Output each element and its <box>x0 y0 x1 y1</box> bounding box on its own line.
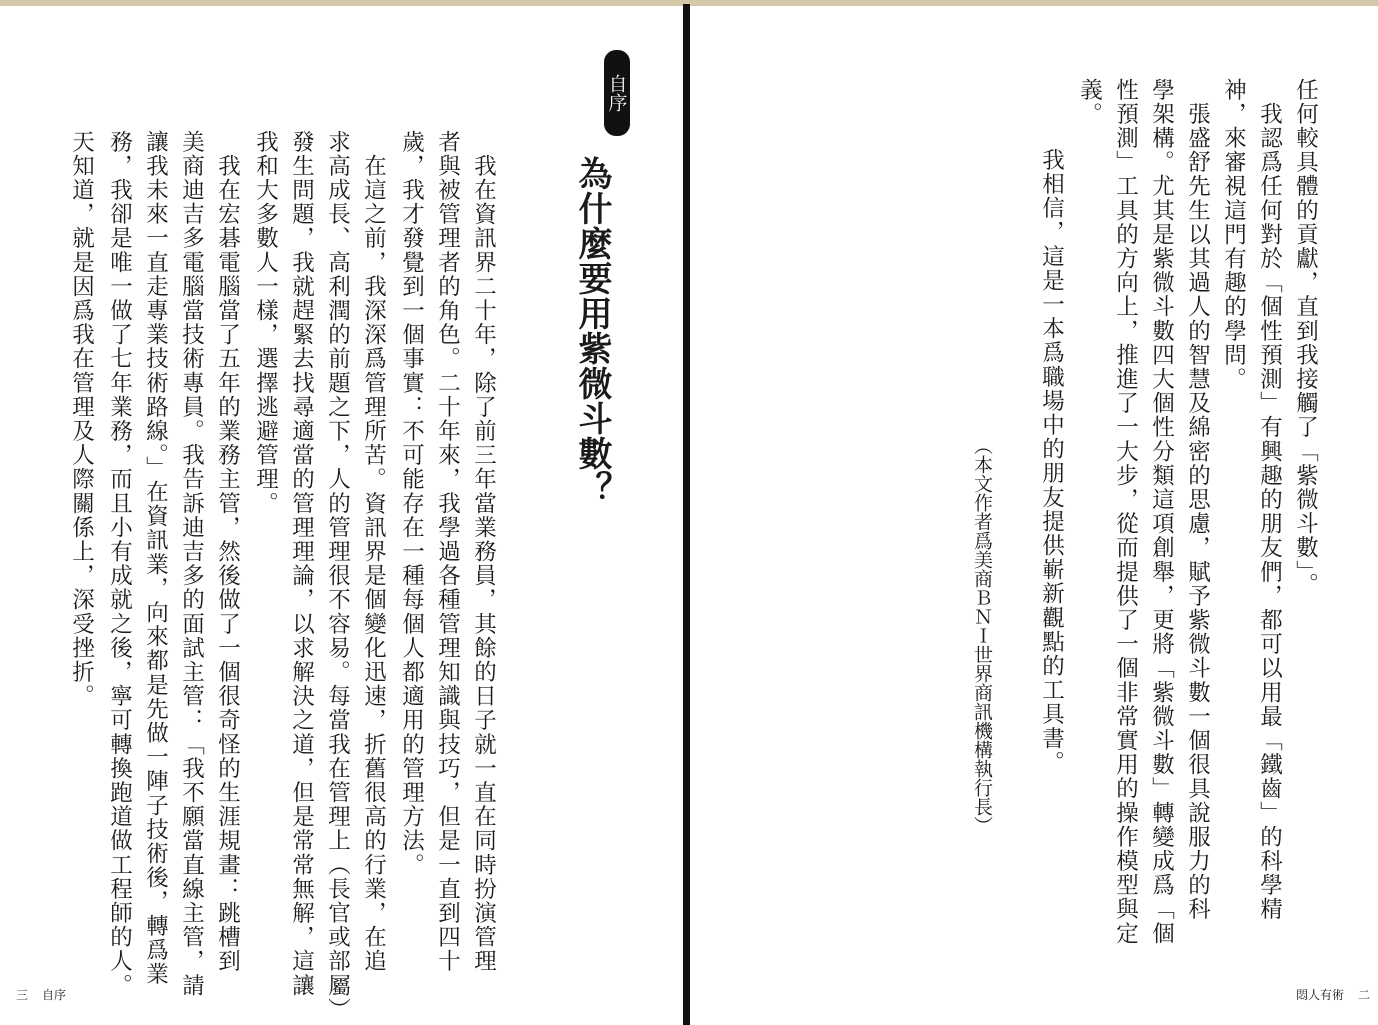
paragraph-line: 我在宏碁電腦當了五年的業務主管，然後做了一個很奇怪的生涯規畫：跳槽到 <box>214 130 241 974</box>
paragraph-line: 我和大多數人一樣，選擇逃避管理。 <box>252 130 279 516</box>
paragraph-line: 務，我卻是唯一做了七年業務，而且小有成就之後，寧可轉換跑道做工程師的人。 <box>106 130 133 998</box>
paragraph-line: 任何較具體的貢獻，直到我接觸了「紫微斗數」。 <box>1292 78 1319 597</box>
paragraph-line: 在這之前，我深深爲管理所苦。資訊界是個變化迅速，折舊很高的行業，在追 <box>360 130 387 974</box>
page-number: 二 <box>1357 988 1370 1002</box>
section-tag: 自序 <box>604 50 630 136</box>
paragraph-line: 我認爲任何對於「個性預測」有興趣的朋友們，都可以用最「鐵齒」的科學精 <box>1256 78 1283 922</box>
paragraph-line: 發生問題，我就趕緊去找尋適當的管理理論，以求解決之道，但是常常無解，這讓 <box>288 130 315 998</box>
paragraph-line: 我在資訊界二十年，除了前三年當業務員，其餘的日子就一直在同時扮演管理 <box>470 130 497 974</box>
paragraph-line: 讓我未來一直走專業技術路線。」在資訊業，向來都是先做一陣子技術後，轉爲業 <box>142 130 169 987</box>
paragraph-line: 天知道，就是因爲我在管理及人際關係上，深受挫折。 <box>68 130 95 709</box>
book-spine <box>683 4 690 1025</box>
paragraph-line: 歲，我才發覺到一個事實：不可能存在一種每個人都適用的管理方法。 <box>398 130 425 878</box>
paragraph-line: 學架構。尤其是紫微斗數四大個性分類這項創舉，更將「紫微斗數」轉變成爲「個 <box>1148 78 1175 946</box>
author-signature: （本文作者爲美商ＢＮＩ世界商訊機構執行長） <box>971 436 993 835</box>
paragraph-line: 張盛舒先生以其過人的智慧及綿密的思慮，賦予紫微斗數一個很具說服力的科 <box>1184 78 1211 922</box>
chapter-title: 為什麼要用紫微斗數？ <box>572 156 612 506</box>
paragraph-line: 者與被管理者的角色。二十年來，我學過各種管理知識與技巧，但是一直到四十 <box>434 130 461 974</box>
page-footer <box>16 986 66 1003</box>
left-page <box>0 6 683 1025</box>
paragraph-line: 義。 <box>1076 78 1103 127</box>
page-footer <box>1296 986 1370 1003</box>
right-page <box>690 6 1378 1025</box>
paragraph-line: 性預測」工具的方向上，推進了一大步，從而提供了一個非常實用的操作模型與定 <box>1112 78 1139 946</box>
paragraph-line: 我相信，這是一本爲職場中的朋友提供嶄新觀點的工具書。 <box>1038 124 1065 775</box>
paragraph-line: 求高成長、高利潤的前題之下，人的管理很不容易。每當我在管理上（長官或部屬） <box>324 130 351 1022</box>
running-head: 悶人有術 <box>1295 988 1344 1002</box>
running-head: 自序 <box>42 988 67 1002</box>
paragraph-line: 神，來審視這門有趣的學問。 <box>1220 78 1247 392</box>
page-number: 三 <box>16 988 29 1002</box>
paragraph-line: 美商迪吉多電腦當技術專員。我告訴迪吉多的面試主管：「我不願當直線主管，請 <box>178 130 205 998</box>
